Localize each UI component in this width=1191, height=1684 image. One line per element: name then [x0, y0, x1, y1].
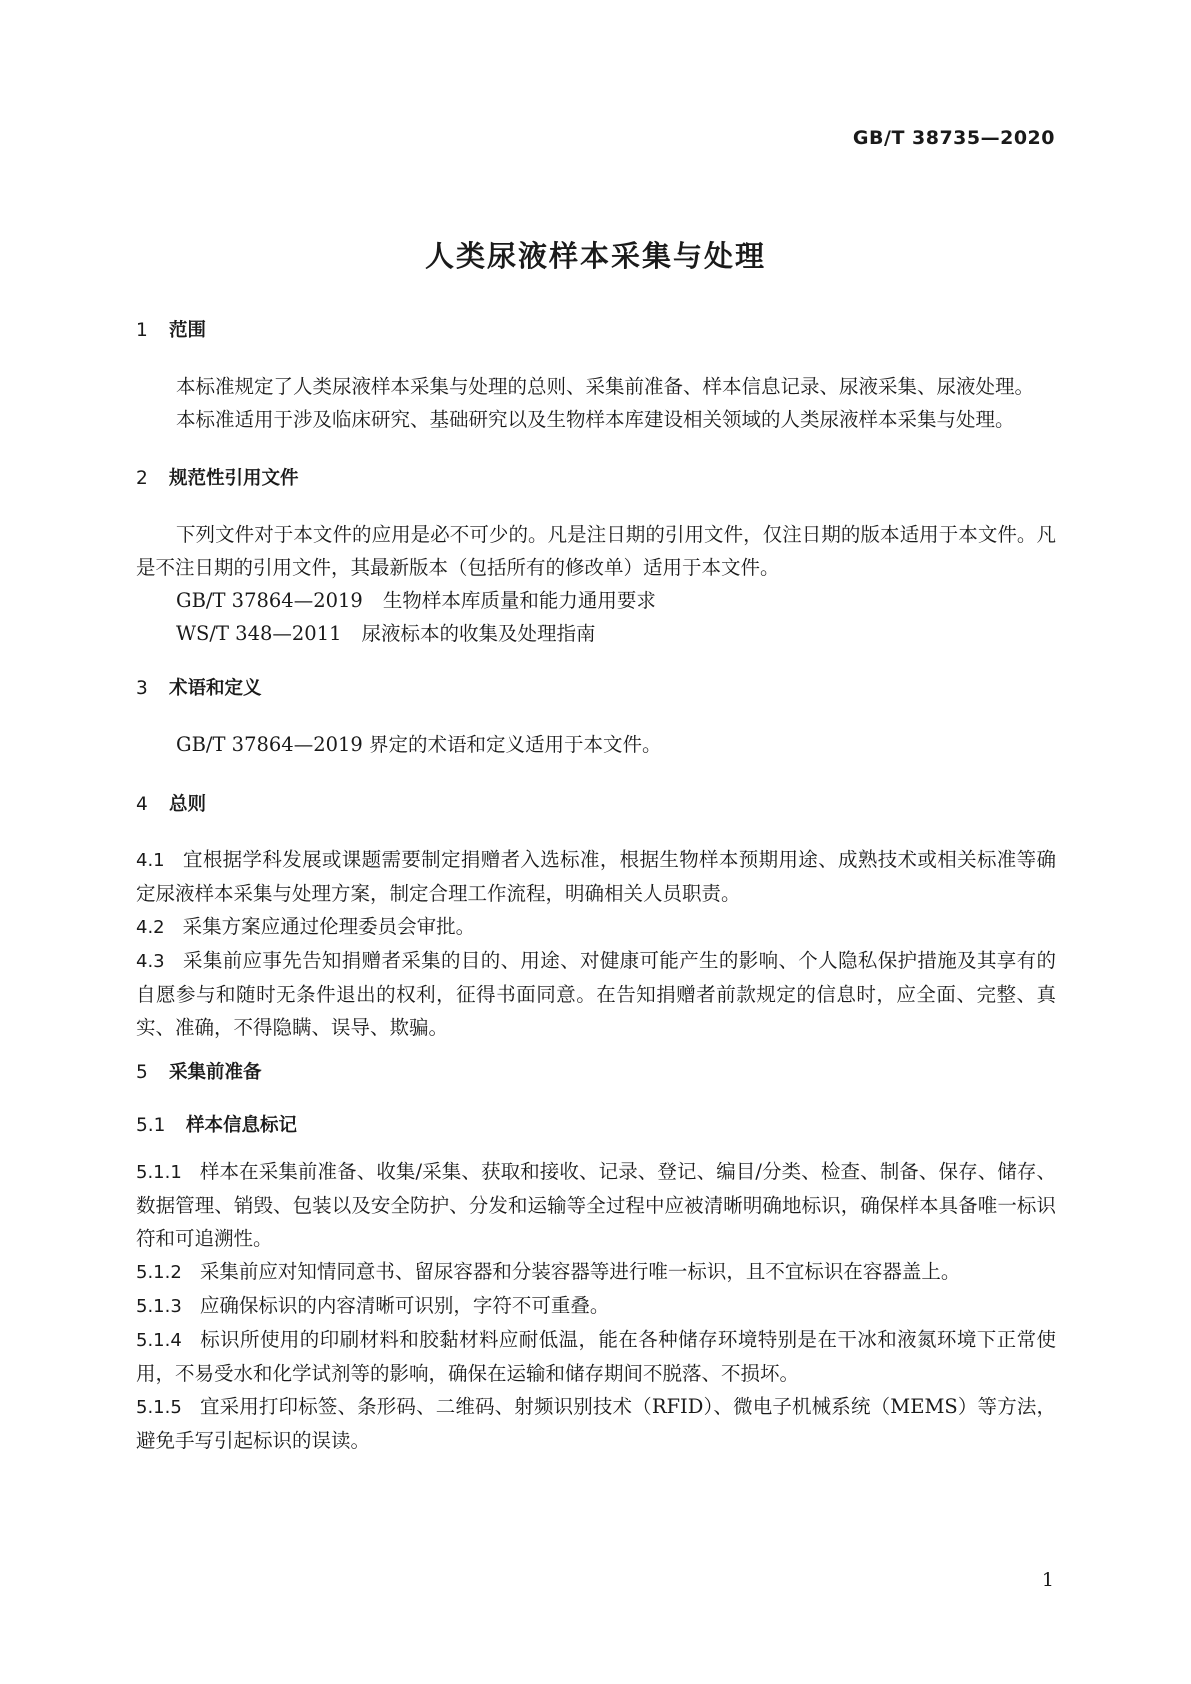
- paragraph: 下列文件对于本文件的应用是必不可少的。凡是注日期的引用文件，仅注日期的版本适用于本文件。凡是不注日期的引用文件，其最新版本（包括所有的修改单）适用于本文件。: [136, 523, 1056, 579]
- subsection-number: 5.1: [136, 1115, 166, 1136]
- section-number: 5: [136, 1062, 148, 1083]
- clause: [136, 843, 1056, 910]
- clause-text: 采集方案应通过伦理委员会审批。: [182, 915, 476, 938]
- section-5-heading: [136, 1060, 262, 1086]
- section-2-body: [136, 518, 1056, 650]
- subsection-title: 样本信息标记: [186, 1115, 298, 1136]
- clause-number: 5.1.2: [136, 1262, 182, 1283]
- clause: [136, 1390, 1056, 1457]
- section-3-body: [136, 728, 1056, 761]
- section-4-body: [136, 843, 1056, 1044]
- document-title: 人类尿液样本采集与处理: [424, 239, 766, 273]
- section-title: 范围: [169, 320, 207, 341]
- clause: [136, 1323, 1056, 1390]
- clause-number: 5.1.1: [136, 1162, 182, 1183]
- paragraph: GB/T 37864—2019 界定的术语和定义适用于本文件。: [176, 733, 662, 756]
- page-number: 1: [1041, 1569, 1054, 1591]
- clause: [136, 1289, 1056, 1323]
- clause-text: 宜采用打印标签、条形码、二维码、射频识别技术（RFID）、微电子机械系统（MEMS）等方法，避免手写引起标识的误读。: [136, 1395, 1056, 1452]
- normative-reference: [136, 617, 1056, 650]
- section-number: 3: [136, 678, 148, 699]
- section-number: 1: [136, 320, 148, 341]
- section-number: 2: [136, 468, 148, 489]
- clause-text: 采集前应对知情同意书、留尿容器和分装容器等进行唯一标识，且不宜标识在容器盖上。: [199, 1260, 961, 1283]
- clause-text: 宜根据学科发展或课题需要制定捐赠者入选标准，根据生物样本预期用途、成熟技术或相关标准等确定尿液样本采集与处理方案，制定合理工作流程，明确相关人员职责。: [136, 848, 1056, 905]
- section-title: 规范性引用文件: [169, 468, 299, 489]
- clause-number: 4.1: [136, 850, 165, 871]
- section-title: 采集前准备: [169, 1062, 262, 1083]
- section-1-heading: [136, 318, 206, 344]
- section-number: 4: [136, 794, 148, 815]
- clause-number: 4.3: [136, 951, 165, 972]
- clause: [136, 910, 1056, 944]
- clause-text: 标识所使用的印刷材料和胶黏材料应耐低温，能在各种储存环境特别是在干冰和液氮环境下正常使用，不易受水和化学试剂等的影响，确保在运输和储存期间不脱落、不损坏。: [136, 1328, 1056, 1385]
- section-title: 总则: [169, 794, 207, 815]
- clause-number: 4.2: [136, 917, 165, 938]
- paragraph: 本标准适用于涉及临床研究、基础研究以及生物样本库建设相关领域的人类尿液样本采集与处理。: [176, 408, 1015, 431]
- reference-title: 尿液标本的收集及处理指南: [361, 622, 596, 645]
- clause: [136, 944, 1056, 1044]
- reference-code: GB/T 37864—2019: [176, 589, 363, 612]
- clause-text: 样本在采集前准备、收集/采集、获取和接收、记录、登记、编目/分类、检查、制备、保存、储存、数据管理、销毁、包装以及安全防护、分发和运输等全过程中应被清晰明确地标识，确保样本具备唯一标识符和可追溯性。: [136, 1160, 1056, 1250]
- clause: [136, 1155, 1056, 1255]
- section-1-body: [136, 370, 1056, 436]
- clause-number: 5.1.4: [136, 1330, 182, 1351]
- section-title: 术语和定义: [169, 678, 262, 699]
- clause-number: 5.1.3: [136, 1296, 182, 1317]
- standard-code: GB/T 38735—2020: [852, 127, 1055, 149]
- reference-code: WS/T 348—2011: [176, 622, 342, 645]
- clause-text: 应确保标识的内容清晰可识别，字符不可重叠。: [199, 1294, 610, 1317]
- clause: [136, 1255, 1056, 1289]
- clause-text: 采集前应事先告知捐赠者采集的目的、用途、对健康可能产生的影响、个人隐私保护措施及其享有的自愿参与和随时无条件退出的权利，征得书面同意。在告知捐赠者前款规定的信息时，应全面、完整、真实、准确，不得隐瞒、误导、欺骗。: [136, 949, 1056, 1039]
- section-2-heading: [136, 466, 299, 492]
- reference-title: 生物样本库质量和能力通用要求: [382, 589, 656, 612]
- section-3-heading: [136, 676, 262, 702]
- subsection-5-1-body: [136, 1155, 1056, 1457]
- paragraph: 本标准规定了人类尿液样本采集与处理的总则、采集前准备、样本信息记录、尿液采集、尿液处理。: [176, 375, 1035, 398]
- section-4-heading: [136, 792, 206, 818]
- subsection-5-1-heading: [136, 1113, 297, 1139]
- normative-reference: [136, 584, 1056, 617]
- clause-number: 5.1.5: [136, 1397, 182, 1418]
